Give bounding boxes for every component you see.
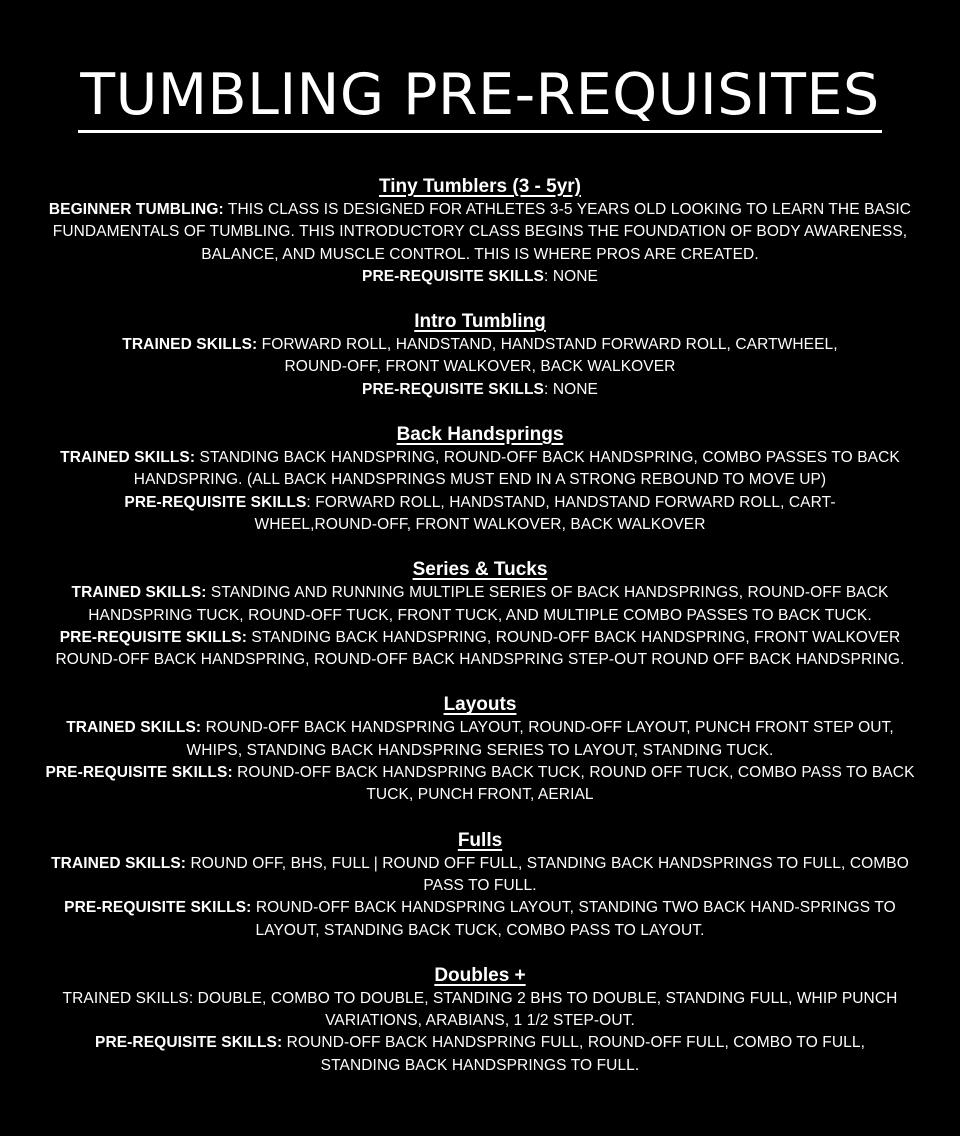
line-label: TRAINED SKILLS: [60,449,196,467]
section-description [30,199,930,266]
line-label: PRE-REQUISITE SKILLS [362,267,544,285]
section-trained-skills [30,582,930,627]
page-title: TUMBLING PRE-REQUISITES [78,60,881,133]
section-doubles [30,964,930,1077]
line-label: PRE-REQUISITE SKILLS: [59,628,247,646]
section-heading: Layouts [443,694,517,716]
section-heading: Intro Tumbling [414,311,546,333]
line-label: BEGINNER TUMBLING: [48,201,224,218]
section-trained-skills [30,988,930,1033]
line-label: TRAINED SKILLS: [51,854,187,872]
line-label: PRE-REQUISITE SKILLS: [64,899,252,917]
section-prerequisites [30,627,930,672]
line-text: TRAINED SKILLS: DOUBLE, COMBO TO DOUBLE, STANDING 2 BHS TO DOUBLE, STANDING FULL, WHIP PUNCH VARIATIONS, ARABIANS, 1 1/2 STEP-OUT. [62,989,898,1030]
line-label: PRE-REQUISITE SKILLS: [95,1034,283,1052]
section-prerequisites [30,762,930,807]
line-text: FORWARD ROLL, HANDSTAND, HANDSTAND FORWARD ROLL, CARTWHEEL, ROUND-OFF, FRONT WALKOVER, BACK WALKOVER [257,336,838,376]
section-heading: Doubles + [434,964,526,986]
line-label: TRAINED SKILLS: [71,584,207,602]
section-layouts [30,693,930,806]
title-block [0,60,960,133]
line-text: ROUND-OFF BACK HANDSPRING BACK TUCK, ROUND OFF TUCK, COMBO PASS TO BACK TUCK, PUNCH FRONT, AERIAL [232,764,915,804]
section-prerequisites [30,492,930,537]
line-text: STANDING BACK HANDSPRING, ROUND-OFF BACK HANDSPRING, FRONT WALKOVER ROUND-OFF BACK HANDSPRING, ROUND-OFF BACK HANDSPRING STEP-OUT ROUND OFF BACK HANDSPRING. [55,628,905,669]
line-text: : NONE [544,380,598,398]
section-series-tucks [30,558,930,671]
section-trained-skills [30,447,930,492]
section-prerequisites [30,379,930,401]
line-text: : FORWARD ROLL, HANDSTAND, HANDSTAND FORWARD ROLL, CART-WHEEL,ROUND-OFF, FRONT WALKOVER, BACK WALKOVER [254,493,836,533]
line-text: STANDING AND RUNNING MULTIPLE SERIES OF BACK HANDSPRINGS, ROUND-OFF BACK HANDSPRING TUCK, ROUND-OFF TUCK, FRONT TUCK, AND MULTIPLE COMBO PASSES TO BACK TUCK. [88,584,889,624]
line-label: PRE-REQUISITE SKILLS [362,380,544,398]
section-prerequisites [30,266,930,288]
section-heading: Fulls [457,829,503,851]
line-label: TRAINED SKILLS: [66,719,202,737]
section-heading: Tiny Tumblers (3 - 5yr) [378,176,581,197]
line-text: ROUND-OFF BACK HANDSPRING LAYOUT, ROUND-OFF LAYOUT, PUNCH FRONT STEP OUT, WHIPS, STANDING BACK HANDSPRING SERIES TO LAYOUT, STANDING TUCK. [186,719,894,759]
section-prerequisites [30,1032,930,1077]
line-text: ROUND OFF, BHS, FULL | ROUND OFF FULL, STANDING BACK HANDSPRINGS TO FULL, COMBO PASS TO FULL. [186,854,909,894]
section-heading: Series & Tucks [412,559,548,581]
section-intro-tumbling [30,310,930,401]
line-label: PRE-REQUISITE SKILLS: [45,764,233,782]
line-text: ROUND-OFF BACK HANDSPRING LAYOUT, STANDING TWO BACK HAND-SPRINGS TO LAYOUT, STANDING BACK TUCK, COMBO PASS TO LAYOUT. [251,899,896,939]
line-text: : NONE [544,267,598,285]
line-text: THIS CLASS IS DESIGNED FOR ATHLETES 3-5 YEARS OLD LOOKING TO LEARN THE BASIC FUNDAMENTALS OF TUMBLING. THIS INTRODUCTORY CLASS BEGINS THE FOUNDATION OF BODY AWARENESS, BALANCE, AND MUSCLE CONTROL. THIS IS WHERE PROS ARE CREATED. [52,201,912,263]
line-label: TRAINED SKILLS: [122,336,258,354]
line-label: PRE-REQUISITE SKILLS [124,493,307,511]
section-prerequisites [30,897,930,942]
section-trained-skills [30,853,930,898]
section-fulls [30,829,930,942]
section-heading: Back Handsprings [396,424,564,446]
section-trained-skills [30,334,930,379]
sections-container [0,175,960,1077]
line-text: STANDING BACK HANDSPRING, ROUND-OFF BACK HANDSPRING, COMBO PASSES TO BACK HANDSPRING. (ALL BACK HANDSPRINGS MUST END IN A STRONG REBOUND TO MOVE UP) [133,449,900,489]
section-trained-skills [30,717,930,762]
section-tiny-tumblers [30,175,930,288]
section-back-handsprings [30,423,930,536]
line-text: ROUND-OFF BACK HANDSPRING FULL, ROUND-OFF FULL, COMBO TO FULL, STANDING BACK HANDSPRINGS TO FULL. [282,1034,865,1074]
